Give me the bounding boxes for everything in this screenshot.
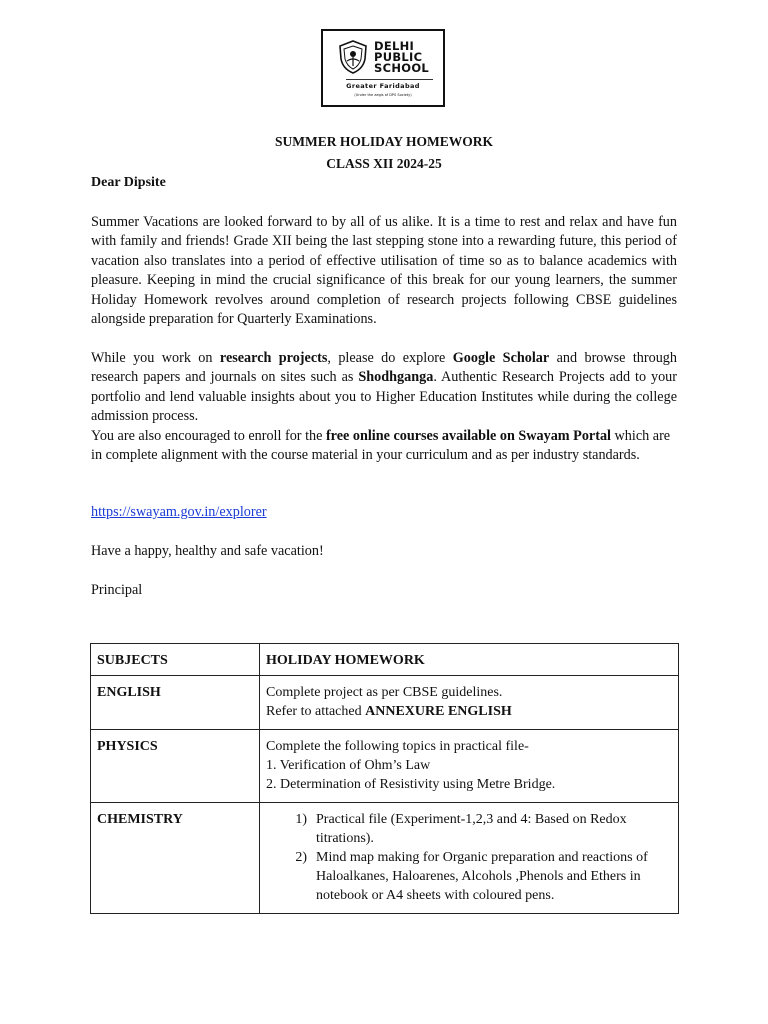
- school-crest-icon: [337, 39, 369, 75]
- table-row-physics: [91, 730, 679, 803]
- logo-divider: [346, 79, 433, 80]
- document-class: CLASS XII 2024-25: [326, 156, 442, 171]
- homework-english: Complete project as per CBSE guidelines. Refer to attached ANNEXURE ENGLISH: [260, 676, 679, 730]
- closing-line: Have a happy, healthy and safe vacation!: [91, 543, 324, 559]
- table-row-english: [91, 676, 679, 730]
- swayam-emphasis: free online courses available on Swayam Portal: [325, 428, 611, 444]
- logo-line-public: PUBLIC: [374, 50, 423, 64]
- swayam-link[interactable]: https://swayam.gov.in/explorer: [91, 504, 267, 520]
- homework-table: [90, 643, 679, 914]
- google-scholar-emphasis: Google Scholar: [452, 350, 550, 366]
- document-title: SUMMER HOLIDAY HOMEWORK: [274, 134, 493, 149]
- shodhganga-emphasis: Shodhganga: [358, 369, 434, 386]
- header-subjects: SUBJECTS: [91, 644, 260, 676]
- homework-chemistry: [260, 803, 679, 914]
- subject-english: ENGLISH: [91, 676, 260, 730]
- list-item: 2) Mind map making for Organic preparation and reactions of Haloalkanes, Haloarenes, Alcohols ,Phenols and Ethers in notebook or A4 sheets with coloured pens.: [295, 850, 648, 903]
- logo-location: Greater Faridabad: [346, 82, 420, 90]
- homework-physics: Complete the following topics in practical file- 1. Verification of Ohm’s Law 2. Determination of Resistivity using Metre Bridge.: [260, 730, 679, 803]
- subject-chemistry: CHEMISTRY: [91, 803, 260, 914]
- signature: Principal: [91, 582, 143, 598]
- chemistry-list: [266, 810, 672, 905]
- research-paragraph: While you work on research projects, please do explore Google Scholar and browse through research papers and journals on sites such as Shodhganga. Authentic Research Projects add to your portfolio and lend valuable insights about you to Higher Education Institutes while during the college admission process.: [91, 350, 677, 425]
- intro-paragraph: Summer Vacations are looked forward to by all of us alike. It is a time to rest and relax and have fun with family and friends! Grade XII being the last stepping stone into a rewarding future, this period of vacation also translates into a period of effective utilisation of time so as to balance academics with pleasure. Keeping in mind the crucial significance of this break for our young learners, the summer Holiday Homework revolves around completion of research projects following CBSE guidelines alongside preparation for Quarterly Examinations.: [91, 214, 677, 328]
- school-name: [374, 41, 429, 74]
- greeting: Dear Dipsite: [91, 175, 166, 190]
- list-item: 1) Practical file (Experiment-1,2,3 and 4: Based on Redox titrations).: [295, 812, 627, 846]
- header-holiday-homework: HOLIDAY HOMEWORK: [260, 644, 679, 676]
- logo-tagline: (Under the aegis of DPS Society): [354, 93, 412, 97]
- subject-physics: PHYSICS: [91, 730, 260, 803]
- table-header-row: [91, 644, 679, 676]
- school-logo: [321, 29, 445, 107]
- logo-line-school: SCHOOL: [374, 61, 430, 75]
- research-projects-emphasis: research projects: [219, 350, 328, 366]
- annexure-english-emphasis: ANNEXURE ENGLISH: [365, 704, 512, 719]
- swayam-paragraph: You are also encouraged to enroll for the free online courses available on Swayam Portal which are in complete alignment with the course material in your curriculum and as per industry standards.: [91, 428, 671, 464]
- table-row-chemistry: [91, 803, 679, 914]
- logo-line-delhi: DELHI: [374, 39, 415, 53]
- swayam-link-wrapper: [91, 503, 677, 522]
